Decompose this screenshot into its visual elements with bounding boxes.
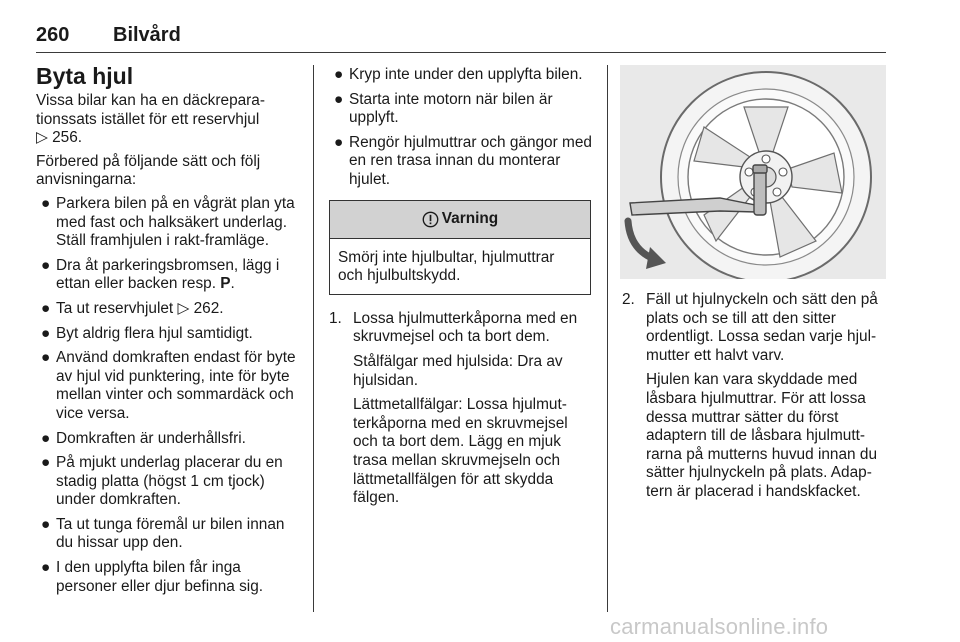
step-list: [622, 291, 888, 502]
list-item: ● Ta ut tunga föremål ur bilen innan du hissar upp den.: [41, 515, 285, 552]
bullet-icon: ●: [334, 66, 344, 83]
header-rule: [36, 52, 886, 53]
wheel-illustration: [620, 65, 886, 279]
bullet-icon: ●: [41, 349, 51, 367]
list-item: ● Byt aldrig flera hjul samtidigt.: [41, 324, 253, 342]
page-reference-link[interactable]: 262.: [193, 299, 224, 317]
list-item: ● Kryp inte under den upplyfta bilen.: [334, 66, 583, 83]
bullet-icon: ●: [41, 299, 51, 317]
column-right: [622, 291, 888, 508]
page-number: 260: [36, 24, 70, 46]
column-left: [36, 62, 304, 602]
watermark: carmanualsonline.info: [610, 614, 829, 639]
bullet-icon: ●: [41, 429, 51, 447]
step-number: 1.: [329, 309, 342, 327]
step-item: [622, 291, 888, 502]
list-item: ● Rengör hjulmuttrar och gängor med en ren trasa innan du monterar hjulet.: [334, 133, 592, 188]
step-note: Lättmetallfälgar: Lossa hjulmut-terkåporna med en skruvmejsel och ta bort dem. Lägg en mjuk trasa mellan skruvmejseln och lättmetallfälgen för att skydda fälgen.: [353, 396, 568, 507]
bullet-icon: ●: [334, 90, 344, 108]
column-divider: [607, 65, 608, 612]
bullet-icon: ●: [41, 559, 51, 577]
column-divider: [313, 65, 314, 612]
gear-p-label: P: [220, 275, 231, 293]
ref-arrow-icon: ▷: [177, 299, 190, 317]
bullet-icon: ●: [41, 454, 51, 472]
step-note: Hjulen kan vara skyddade med låsbara hjulmuttrar. För att lossa dessa muttrar sätter du först adaptern till de låsbara hjulmutt-rarna på mutterns huvud innan du sätter hjulnyckeln på plats. Adap-tern är placerad i handskfacket.: [646, 371, 878, 500]
wheel-wrench-icon: [620, 65, 886, 279]
warning-title: Varning: [441, 209, 499, 227]
step-number: 2.: [622, 291, 635, 308]
list-item: ● Använd domkraften endast för byte av hjul vid punktering, inte för byte mellan vinter och sommardäck och vice versa.: [41, 349, 296, 422]
page-header: [36, 24, 886, 50]
bullet-icon: ●: [41, 324, 51, 342]
bullet-icon: ●: [334, 133, 344, 151]
section-title: Byta hjul: [36, 63, 134, 89]
warning-icon: [422, 211, 439, 228]
list-item: ● Parkera bilen på en vågrät plan yta med fast och halksäkert underlag. Ställ framhjulen i rakt-framläge.: [41, 194, 295, 250]
list-item: ● Domkraften är underhållsfri.: [41, 429, 246, 447]
bullet-list: [36, 195, 304, 596]
step-note: Stålfälgar med hjulsida: Dra av hjulsidan.: [353, 352, 563, 389]
list-item: ● I den upplyfta bilen får inga personer eller djur befinna sig.: [41, 559, 264, 595]
warning-header: [330, 201, 590, 239]
ref-arrow-icon: ▷: [36, 129, 48, 147]
list-item: ● Dra åt parkeringsbromsen, lägg i ettan eller backen resp. P.: [41, 256, 280, 293]
step-list: [329, 310, 595, 508]
list-item: ● Ta ut reservhjulet ▷ 262.: [41, 299, 224, 317]
list-item: ● På mjukt underlag placerar du en stadig platta (högst 1 cm tjock) under domkraften.: [41, 454, 283, 509]
warning-text: Smörj inte hjulbultar, hjulmuttrar och hjulbultskydd.: [338, 248, 555, 285]
prep-paragraph: Förbered på följande sätt och följ anvisningarna:: [36, 152, 261, 189]
step-item: [329, 310, 595, 508]
step-text: Fäll ut hjulnyckeln och sätt den på plats och se till att den sitter ordentligt. Lossa sedan varje hjul-mutter ett halvt varv.: [646, 291, 878, 364]
warning-box: [329, 200, 591, 295]
bullet-icon: ●: [41, 256, 51, 274]
chapter-title: Bilvård: [113, 24, 181, 46]
page-reference-link[interactable]: 256.: [52, 129, 83, 147]
column-middle: [329, 66, 595, 514]
intro-paragraph: Vissa bilar kan ha en däckrepara-tionssats istället för ett reservhjul ▷ 256.: [36, 92, 265, 147]
bullet-list: [329, 66, 595, 190]
list-item: ● Starta inte motorn när bilen är upplyft.: [334, 90, 553, 127]
step-text: Lossa hjulmutterkåporna med en skruvmejsel och ta bort dem.: [353, 309, 578, 346]
bullet-icon: ●: [41, 194, 51, 212]
bullet-icon: ●: [41, 515, 51, 533]
